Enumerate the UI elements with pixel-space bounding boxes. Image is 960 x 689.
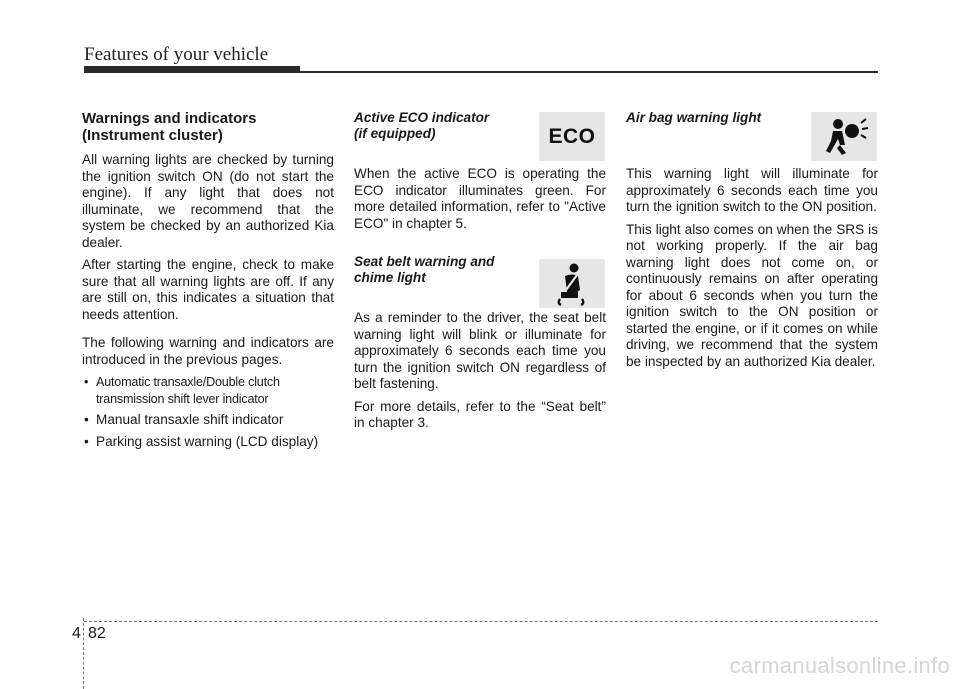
chapter-number: 4 [72, 625, 81, 642]
section-heading: Warnings and indicators (Instrument cluster) [82, 110, 257, 144]
seat-belt-figure-icon [547, 262, 597, 306]
airbag-body2: This light also comes on when the SRS is not working properly. If the air bag warning light does not come on, or continuously remains on after operating for about 6 seconds when you turn the ignition switch to the ON position or started the engine, or if it comes on while driving, we recommend that the system be inspected by an authorized Kia dealer. [626, 221, 878, 369]
list-item: • Automatic transaxle/Double clutch transmission shift lever indicator [82, 374, 334, 407]
eco-indicator-icon [539, 112, 605, 161]
list-item: • Parking assist warning (LCD display) [82, 434, 334, 451]
seatbelt-title-line1: Seat belt warning and [354, 254, 495, 269]
airbag-title: Air bag warning light [626, 110, 762, 125]
footer-vertical-rule [83, 618, 84, 689]
air-bag-figure-icon [818, 115, 870, 159]
header-rule-thick [84, 66, 300, 73]
footer-horizontal-rule [84, 621, 878, 622]
column-warnings [82, 110, 334, 455]
paragraph-after-starting: After starting the engine, check to make sure that all warning lights are off. If any are still on, this indicates a situation that needs attention. [82, 257, 334, 322]
watermark: carmanualsonline.info [729, 653, 950, 678]
eco-body: When the active ECO is operating the ECO indicator illuminates green. For more detailed information, refer to "Active ECO" in chapter 5. [354, 166, 606, 231]
seat-belt-warning-icon [539, 259, 605, 308]
airbag-body1: This warning light will illuminate for approximately 6 seconds each time you turn the ignition switch to the ON position. [626, 166, 878, 214]
air-bag-warning-icon [811, 112, 877, 161]
eco-title-line1: Active ECO indicator [354, 110, 490, 125]
page-number: 82 [88, 625, 106, 642]
eco-icon-label: ECO [548, 124, 596, 148]
seatbelt-body2: For more details, refer to the “Seat belt” in chapter 3. [354, 398, 606, 430]
header-rule-thin [300, 71, 878, 73]
list-item: • Manual transaxle shift indicator [82, 412, 334, 429]
header-title: Features of your vehicle [84, 44, 269, 65]
paragraph-check-lights: All warning lights are checked by turning the ignition switch ON (do not start the engine). If any light that does not illuminate, we recommend that the system be checked by an authorized Kia dealer. [82, 152, 334, 250]
indicator-list [82, 374, 334, 450]
eco-title-line2: (if equipped) [354, 126, 436, 141]
seatbelt-body1: As a reminder to the driver, the seat belt warning light will blink or illuminate for approximately 6 seconds each time you turn the ignition switch ON regardless of belt fastening. [354, 310, 606, 391]
seatbelt-title-line2: chime light [354, 270, 426, 285]
paragraph-following-warnings: The following warning and indicators are introduced in the previous pages. [82, 335, 334, 367]
